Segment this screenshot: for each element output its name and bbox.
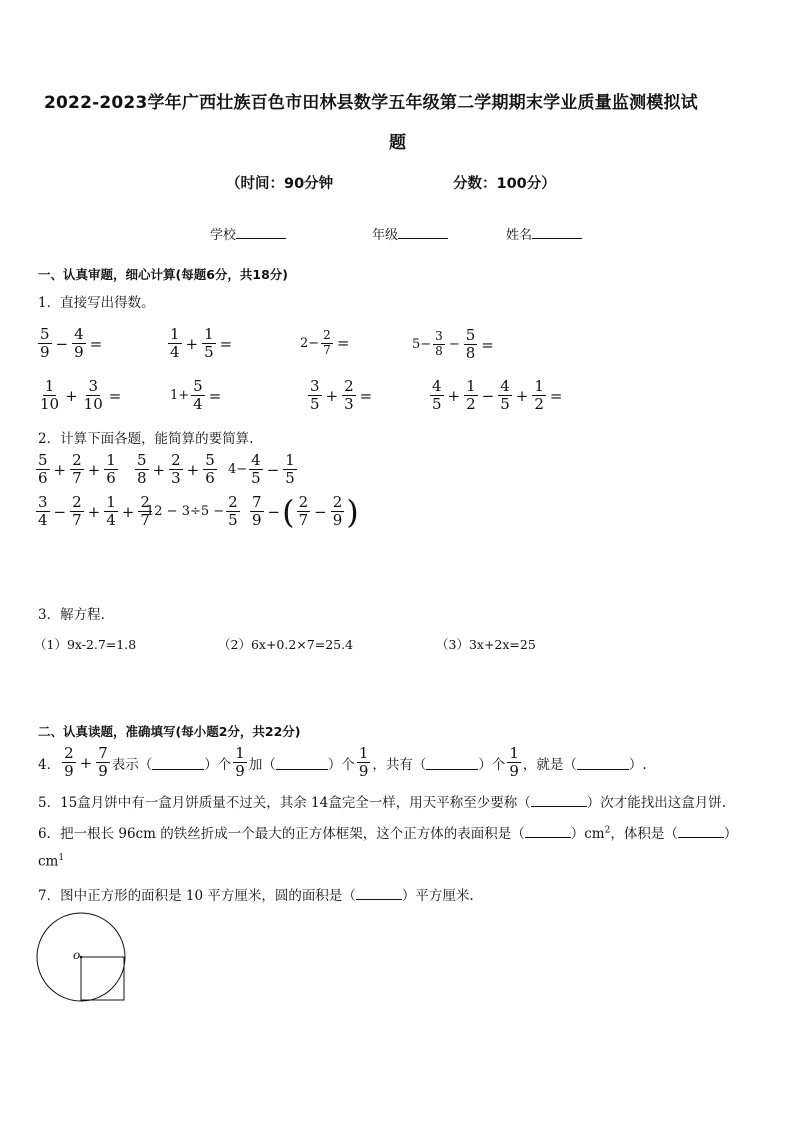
q1-item-4: 5− $\frac{3}{8}$ − $\frac{5}{8}$ = bbox=[412, 326, 494, 363]
grade-blank[interactable] bbox=[398, 225, 448, 239]
name-label: 姓名 bbox=[506, 228, 533, 243]
fraction: $\frac{2}{3}$ bbox=[344, 377, 354, 414]
fraction: $\frac{1}{9}$ bbox=[235, 744, 245, 781]
q6-continued: $cm^1$ bbox=[38, 853, 65, 870]
q1-prompt: 1．直接写出得数。 bbox=[38, 295, 155, 311]
left-paren: ( bbox=[282, 492, 295, 531]
q2-expr-1: $\frac{5}{6}$ + $\frac{2}{7}$ + $\frac{1}{6}$ bbox=[38, 451, 116, 488]
answer-blank[interactable] bbox=[531, 793, 587, 807]
q2-expr-6: $\frac{7}{9}$ − ( $\frac{2}{7}$ − $\frac{2}{9}$ ) bbox=[252, 492, 359, 531]
answer-blank[interactable] bbox=[525, 824, 571, 838]
q5: 5．15盒月饼中有一盒月饼质量不过关，其余 14盒完全一样，用天平称至少要称（ ）次才能找出这盒月饼. bbox=[38, 795, 727, 811]
fraction: $\frac{5}{4}$ bbox=[193, 377, 203, 414]
q1-item-7: $\frac{3}{5}$ + $\frac{2}{3}$ = bbox=[310, 377, 373, 414]
answer-blank[interactable] bbox=[678, 824, 724, 838]
equation-2: （2）6x+0.2×7=25.4 bbox=[218, 637, 354, 652]
fraction: $\frac{7}{9}$ bbox=[98, 744, 108, 781]
fraction: $\frac{2}{7}$ bbox=[298, 493, 309, 530]
school-field[interactable] bbox=[210, 224, 286, 243]
score-label: 分数：100分） bbox=[453, 176, 556, 192]
q1-item-6: 1+ $\frac{5}{4}$ = bbox=[170, 377, 222, 414]
page-title-continued: 题 bbox=[389, 133, 407, 153]
q6: 6．把一根长 96cm 的铁丝折成一个最大的正方体框架，这个正方体的表面积是（ ）$cm^2$，体积是（ ） bbox=[38, 825, 738, 842]
grade-field[interactable] bbox=[372, 224, 448, 243]
fraction: $\frac{2}{7}$ bbox=[140, 493, 150, 530]
page-title: 2022-2023学年广西壮族百色市田林县数学五年级第二学期期末学业质量监测模拟试 bbox=[44, 93, 698, 113]
equation-3: （3）3x+2x=25 bbox=[436, 637, 536, 652]
fraction: $\frac{1}{9}$ bbox=[358, 744, 369, 781]
fraction: $\frac{4}{9}$ bbox=[74, 325, 84, 362]
q3-prompt: 3．解方程. bbox=[38, 607, 105, 623]
fraction: $\frac{3}{4}$ bbox=[38, 493, 48, 530]
q2-expr-5: 12 − 3÷5 − $\frac{2}{5}$ bbox=[146, 493, 238, 530]
answer-blank[interactable] bbox=[577, 756, 629, 770]
answer-blank[interactable] bbox=[276, 756, 328, 770]
fraction: $\frac{1}{4}$ bbox=[106, 493, 116, 530]
circle-square-figure bbox=[36, 912, 130, 1006]
fraction: $\frac{4}{5}$ bbox=[251, 451, 261, 488]
fraction: $\frac{5}{6}$ bbox=[38, 451, 48, 488]
section2-heading: 二、认真读题，准确填写(每小题2分，共22分) bbox=[38, 724, 301, 739]
q2-expr-3: 4− $\frac{4}{5}$ − $\frac{1}{5}$ bbox=[228, 451, 295, 488]
q4: 4． $\frac{2}{9}$ + $\frac{7}{9}$ 表示（ ）个 $\frac{1}{9}$ 加（ ）个 $\frac{1}{9}$ ，共有（ ）个 $\frac{1}{9}$ ，就是（ ）. bbox=[38, 744, 647, 781]
q1-item-3: 2− $\frac{2}{7}$ = bbox=[300, 328, 350, 357]
q1-item-2: $\frac{1}{4}$ + $\frac{1}{5}$ = bbox=[170, 325, 233, 362]
fraction: $\frac{5}{9}$ bbox=[40, 325, 50, 362]
fraction: $\frac{7}{9}$ bbox=[252, 493, 262, 530]
q1-item-5: $\frac{1}{10}$ + $\frac{3}{10}$ = bbox=[40, 377, 122, 414]
fraction: $\frac{1}{5}$ bbox=[204, 325, 214, 362]
school-blank[interactable] bbox=[236, 225, 286, 239]
fraction: $\frac{3}{8}$ bbox=[435, 329, 443, 359]
fraction: $\frac{1}{10}$ bbox=[40, 377, 60, 414]
fraction: $\frac{1}{9}$ bbox=[509, 744, 519, 781]
equation-1: （1）9x-2.7=1.8 bbox=[34, 637, 137, 652]
fraction: $\frac{3}{5}$ bbox=[310, 377, 320, 414]
fraction: $\frac{5}{8}$ bbox=[137, 451, 147, 488]
fraction: $\frac{4}{5}$ bbox=[432, 377, 442, 414]
fraction: $\frac{4}{5}$ bbox=[500, 377, 510, 414]
center-label: o bbox=[73, 948, 81, 962]
answer-blank[interactable] bbox=[356, 886, 402, 900]
right-paren: ) bbox=[346, 492, 359, 531]
fraction: $\frac{2}{7}$ bbox=[72, 493, 82, 530]
square-shape bbox=[81, 957, 124, 1000]
fraction: $\frac{2}{9}$ bbox=[64, 744, 74, 781]
section1-heading: 一、认真审题，细心计算(每题6分，共18分) bbox=[38, 267, 289, 282]
q1-item-1: $\frac{5}{9}$ − $\frac{4}{9}$ = bbox=[40, 325, 103, 362]
fraction: $\frac{2}{7}$ bbox=[323, 328, 331, 357]
name-blank[interactable] bbox=[532, 225, 582, 239]
q2-prompt: 2．计算下面各题，能简算的要简算. bbox=[38, 431, 254, 447]
fraction: $\frac{5}{6}$ bbox=[205, 451, 215, 488]
fraction: $\frac{1}{2}$ bbox=[466, 377, 476, 414]
time-label: （时间：90分钟 bbox=[226, 176, 334, 192]
fraction: $\frac{2}{9}$ bbox=[332, 493, 343, 530]
q7: 7．图中正方形的面积是 10 平方厘米，圆的面积是（ ）平方厘米. bbox=[38, 888, 474, 904]
fraction: $\frac{1}{2}$ bbox=[534, 377, 544, 414]
fraction: $\frac{3}{10}$ bbox=[83, 377, 103, 414]
fraction: $\frac{1}{5}$ bbox=[285, 451, 295, 488]
grade-label: 年级 bbox=[372, 228, 399, 243]
name-field[interactable] bbox=[506, 224, 582, 243]
fraction: $\frac{2}{3}$ bbox=[171, 451, 181, 488]
q2-expr-4: $\frac{3}{4}$ − $\frac{2}{7}$ + $\frac{1}{4}$ + $\frac{2}{7}$ bbox=[38, 493, 150, 530]
fraction: $\frac{2}{5}$ bbox=[228, 493, 238, 530]
q1-item-8: $\frac{4}{5}$ + $\frac{1}{2}$ − $\frac{4}{5}$ + $\frac{1}{2}$ = bbox=[432, 377, 563, 414]
q2-expr-2: $\frac{5}{8}$ + $\frac{2}{3}$ + $\frac{5}{6}$ bbox=[137, 451, 215, 488]
fraction: $\frac{1}{4}$ bbox=[170, 325, 180, 362]
fraction: $\frac{1}{6}$ bbox=[106, 451, 116, 488]
answer-blank[interactable] bbox=[152, 756, 204, 770]
fraction: $\frac{5}{8}$ bbox=[465, 326, 476, 363]
answer-blank[interactable] bbox=[426, 756, 478, 770]
fraction: $\frac{2}{7}$ bbox=[72, 451, 82, 488]
school-label: 学校 bbox=[210, 228, 237, 243]
